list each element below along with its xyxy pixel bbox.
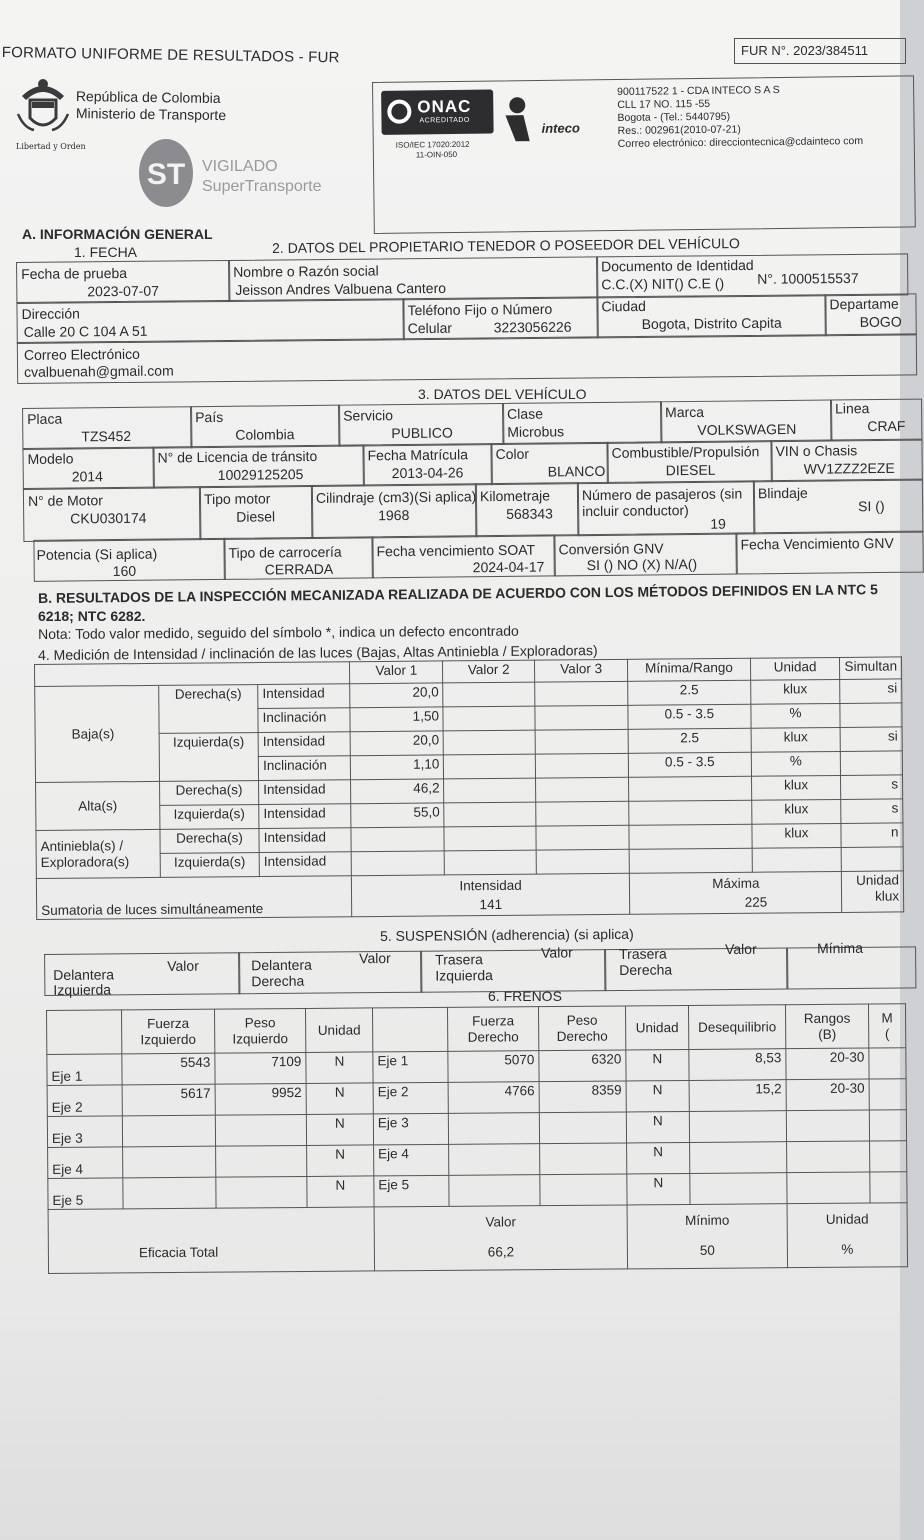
- eficacia-valor: [374, 1205, 627, 1271]
- blindaje-value: SI (): [858, 497, 885, 515]
- baja-izquierda: Izquierda(s): [159, 733, 259, 782]
- luz-unidad: klux: [751, 799, 841, 824]
- h-m-2: (: [884, 1025, 890, 1041]
- alta-derecha: Derecha(s): [159, 781, 259, 806]
- luz-simultanea: [840, 703, 902, 728]
- frenos-title: 6. FRENOS: [488, 988, 562, 1004]
- maxima-label: Máxima: [712, 875, 760, 892]
- luces-h-unidad: Unidad: [750, 657, 840, 680]
- color-cell: [490, 442, 608, 485]
- carroceria-value: CERRADA: [264, 560, 334, 578]
- grupo-antiniebla: [36, 829, 160, 878]
- fecha-prueba-cell: [16, 260, 230, 304]
- fur-number-box: [734, 38, 906, 64]
- susp-del-izq: [44, 952, 240, 996]
- carroceria-label: Tipo de carrocería: [228, 543, 342, 561]
- luz-medida: Intensidad: [258, 684, 350, 709]
- carroceria-cell: [223, 536, 373, 580]
- luz-medida: Intensidad: [259, 852, 351, 877]
- combustible-value: DIESEL: [665, 461, 716, 479]
- nombre-cell: [228, 256, 598, 302]
- luces-h-valor1: Valor 1: [350, 661, 444, 684]
- cda-line-4: Res.: 002961(2010-07-21): [617, 123, 741, 138]
- suspension-block: [44, 938, 914, 996]
- marca-value: VOLKSWAGEN: [697, 420, 797, 438]
- luz-valor1: 55,0: [351, 803, 445, 828]
- servicio-value: PUBLICO: [391, 424, 453, 442]
- h-fuerza-izq-1: Fuerza: [147, 1015, 190, 1031]
- luz-minima: [629, 800, 751, 825]
- luz-minima: 2.5: [628, 728, 750, 753]
- h-fuerza-izq-2: Izquierdo: [140, 1031, 197, 1047]
- pais-label: País: [195, 408, 224, 426]
- luz-simultanea: [841, 751, 903, 776]
- kilometraje-cell: [475, 482, 580, 537]
- fuerza-der: 4766: [448, 1082, 539, 1114]
- eje-label: Eje 4: [48, 1147, 123, 1179]
- h-peso-der-2: Derecho: [556, 1028, 608, 1044]
- luces-h-minima: Mínima/Rango: [628, 658, 750, 681]
- section-a-title: A. INFORMACIÓN GENERAL: [22, 226, 213, 242]
- suspension-title: 5. SUSPENSIÓN (adherencia) (si aplica): [380, 925, 634, 944]
- gov-line-2: Ministerio de Transporte: [75, 105, 227, 124]
- marca-cell: [660, 400, 832, 444]
- eje-label: Eje 5: [48, 1178, 123, 1210]
- luz-valor1: 1,50: [350, 707, 444, 732]
- soat-cell: [371, 534, 555, 578]
- modelo-cell: [22, 447, 154, 490]
- unidad-izq: N: [306, 1083, 373, 1115]
- h-rangos: [785, 1004, 868, 1049]
- linea-value: CRAF: [867, 417, 906, 435]
- luces-h-valor2: Valor 2: [443, 660, 535, 683]
- matricula-value: 2013-04-26: [391, 464, 464, 482]
- sumatoria-intensidad: [351, 873, 630, 916]
- direccion-cell: [16, 298, 404, 344]
- documento-tipo: C.C.(X) NIT() C.E (): [601, 275, 725, 293]
- h-m: [868, 1004, 905, 1048]
- section-b-title-line1: B. RESULTADOS DE LA INSPECCIÓN MECANIZADA REALIZADA DE ACUERDO CON LOS MÉTODOS DEFINIDOS EN LA NTC 5: [38, 581, 878, 606]
- susp-minima: [786, 939, 916, 989]
- departamento-cell: [824, 293, 916, 336]
- gnv-cell: [553, 533, 737, 577]
- placa-label: Placa: [27, 410, 63, 427]
- cda-line-1: 900117522 1 - CDA INTECO S A S: [617, 84, 780, 99]
- onac-name: ONAC: [417, 96, 472, 117]
- clase-cell: [502, 401, 662, 445]
- motor-label: N° de Motor: [27, 492, 103, 509]
- rango: 20-30: [786, 1048, 869, 1080]
- motto: Libertad y Orden: [16, 142, 86, 151]
- unidad-der: N: [626, 1049, 689, 1080]
- luz-medida: Inclinación: [258, 756, 350, 781]
- modelo-label: Modelo: [27, 450, 74, 467]
- tipo-motor-value: Diesel: [236, 508, 276, 525]
- eje-label: Eje 1: [47, 1054, 122, 1086]
- iso-line-2: 11-OIN-050: [415, 149, 458, 160]
- maxima-value: 225: [744, 894, 768, 910]
- eficacia-valor-value: 66,2: [487, 1244, 515, 1260]
- grupo-antiniebla-1: Antiniebla(s) /: [40, 837, 124, 854]
- grupo-baja: Baja(s): [35, 685, 160, 782]
- documento-numero: N°. 1000515537: [757, 269, 859, 287]
- luz-unidad: klux: [751, 727, 841, 752]
- susp-tra-izq: [420, 944, 606, 993]
- licencia-label: N° de Licencia de tránsito: [157, 447, 318, 466]
- luz-minima: 0.5 - 3.5: [629, 752, 751, 777]
- soat-value: 2024-04-17: [472, 558, 545, 576]
- unidad-der: N: [626, 1111, 689, 1142]
- unidad-izq: N: [307, 1176, 374, 1208]
- luces-h-valor3: Valor 3: [534, 659, 628, 682]
- eficacia-unidad: [787, 1203, 907, 1268]
- section-a-sub1: 1. FECHA: [74, 244, 138, 260]
- alta-izquierda: Izquierda(s): [159, 805, 259, 830]
- susp-del-der-label-2: Derecha: [251, 972, 305, 990]
- luz-valor1: 1,10: [350, 755, 444, 780]
- onac-sub: ACREDITADO: [419, 116, 470, 125]
- potencia-label: Potencia (Si aplica): [36, 545, 158, 563]
- marca-label: Marca: [665, 403, 705, 421]
- susp-tra-izq-label-1: Trasera: [435, 951, 483, 968]
- correo-cell: [17, 333, 917, 384]
- eje-label-2: Eje 4: [374, 1144, 449, 1176]
- cda-line-2: CLL 17 NO. 115 -55: [617, 97, 711, 112]
- luces-table: [34, 656, 904, 920]
- grupo-antiniebla-2: Exploradora(s): [40, 853, 130, 870]
- motor-cell: [23, 486, 202, 542]
- peso-der: 6320: [539, 1050, 626, 1082]
- telefono-cell: [402, 296, 598, 340]
- h-desequilibrio: Desequilibrio: [688, 1005, 785, 1050]
- luz-valor1: 20,0: [350, 683, 444, 708]
- susp-tra-izq-label-2: Izquierda: [435, 967, 493, 984]
- cda-line-5: Correo electrónico: direcciontecnica@cdainteco com: [617, 135, 864, 151]
- nombre-label: Nombre o Razón social: [233, 262, 379, 280]
- gnv-value: SI () NO (X) N/A(): [586, 555, 698, 574]
- susp-valor-label: Valor: [167, 957, 199, 974]
- intensidad-label: Intensidad: [459, 877, 522, 894]
- modelo-value: 2014: [71, 468, 104, 485]
- eje-label: Eje 3: [47, 1116, 122, 1148]
- supertransporte-label: SuperTransporte: [202, 178, 322, 195]
- susp-minima-label: Mínima: [816, 939, 864, 957]
- clase-value: Microbus: [507, 423, 565, 440]
- vehiculo-title: 3. DATOS DEL VEHÍCULO: [418, 386, 587, 402]
- departamento-value: BOGO: [859, 313, 902, 330]
- vin-label: VIN o Chasis: [775, 442, 858, 460]
- fecha-prueba-value: 2023-07-07: [87, 282, 160, 300]
- ciudad-cell: [596, 294, 826, 338]
- h-fuerza-izq: [122, 1009, 215, 1054]
- eje-label-2: Eje 5: [374, 1175, 449, 1207]
- fuerza-izq: 5617: [122, 1084, 215, 1116]
- sumatoria-label: Sumatoria de luces simultáneamente: [36, 876, 351, 920]
- unidad-izq: N: [306, 1114, 373, 1146]
- antiniebla-derecha: Derecha(s): [160, 829, 260, 854]
- gov-line-1: República de Colombia: [75, 88, 221, 107]
- onac-badge: [381, 90, 494, 135]
- h-rangos-2: (B): [818, 1026, 837, 1042]
- peso-izq: 7109: [215, 1052, 306, 1084]
- colombia-coat-of-arms-icon: [14, 74, 72, 144]
- ciudad-value: Bogota, Distrito Capita: [641, 314, 782, 332]
- luz-simultanea: s: [841, 799, 903, 824]
- fuerza-izq: 5543: [122, 1053, 215, 1085]
- eje-label-2: Eje 1: [373, 1051, 448, 1083]
- ciudad-label: Ciudad: [601, 297, 646, 315]
- cda-line-3: Bogota - (Tel.: 5440795): [617, 110, 731, 125]
- peso-der: 8359: [539, 1081, 626, 1113]
- susp-valor-label: Valor: [541, 944, 573, 961]
- eficacia-minimo: [627, 1204, 787, 1269]
- fuerza-der: 5070: [448, 1051, 539, 1083]
- pais-value: Colombia: [235, 426, 295, 443]
- nombre-value: Jeisson Andres Valbuena Cantero: [235, 279, 447, 298]
- luz-unidad: %: [751, 751, 841, 776]
- h-fuerza-der-2: Derecho: [467, 1028, 519, 1045]
- eficacia-minimo-label: Mínimo: [684, 1212, 730, 1228]
- supertransporte-logo-icon: [138, 138, 194, 208]
- pais-cell: [190, 405, 340, 449]
- eficacia-label: Eficacia Total: [48, 1207, 374, 1274]
- h-unidad: Unidad: [305, 1008, 372, 1053]
- direccion-label: Dirección: [21, 305, 80, 322]
- cda-header-box: [372, 75, 916, 234]
- motor-value: CKU030174: [70, 509, 147, 527]
- documento-cell: [596, 253, 908, 298]
- desequilibrio: 8,53: [689, 1049, 786, 1081]
- unidad-izq: N: [307, 1145, 374, 1177]
- sumatoria-maxima: [630, 871, 843, 914]
- color-value: BLANCO: [547, 462, 606, 480]
- susp-tra-der-label-1: Trasera: [619, 945, 667, 962]
- unidad-der: N: [626, 1080, 689, 1111]
- susp-valor-label: Valor: [724, 940, 757, 958]
- susp-tra-der-label-2: Derecha: [619, 961, 673, 978]
- section-b-title-line2: 6218; NTC 6282.: [38, 608, 146, 624]
- color-label: Color: [495, 445, 530, 463]
- licencia-value: 10029125205: [217, 466, 304, 483]
- luz-minima: [629, 776, 751, 801]
- luz-minima: 0.5 - 3.5: [628, 704, 750, 729]
- eje-label-2: Eje 2: [373, 1082, 448, 1114]
- kilometraje-value: 568343: [506, 505, 553, 522]
- blindaje-cell: [753, 479, 924, 535]
- eficacia-unidad-value: %: [841, 1241, 854, 1257]
- svg-text:ST: ST: [146, 158, 186, 191]
- potencia-value: 160: [112, 562, 137, 580]
- luz-simultanea: n: [841, 823, 903, 848]
- susp-valor-label: Valor: [359, 949, 391, 967]
- gnv-label: Conversión GNV: [558, 540, 664, 558]
- susp-del-izq-label-1: Delantera: [53, 966, 115, 983]
- luces-title: 4. Medición de Intensidad / inclinación de las luces (Bajas, Altas Antiniebla / Exploradoras): [38, 642, 598, 663]
- eje-label: Eje 2: [47, 1085, 122, 1117]
- luz-unidad: klux: [751, 775, 841, 800]
- unidad-der: N: [627, 1142, 690, 1173]
- eficacia-valor-label: Valor: [485, 1214, 516, 1230]
- servicio-label: Servicio: [343, 407, 394, 424]
- h-unidad-2: Unidad: [625, 1005, 688, 1049]
- luz-medida: Intensidad: [259, 780, 351, 805]
- luz-medida: Inclinación: [258, 708, 350, 733]
- onac-logo-icon: [387, 100, 411, 124]
- luz-simultanea: si: [841, 727, 903, 752]
- baja-derecha: Derecha(s): [158, 685, 258, 734]
- clase-label: Clase: [507, 405, 544, 422]
- placa-cell: [22, 406, 192, 450]
- frenos-table: [46, 1003, 908, 1274]
- telefono-label: Teléfono Fijo o Número: [407, 300, 553, 319]
- luz-simultanea: si: [840, 679, 902, 704]
- correo-value: cvalbuenah@gmail.com: [24, 362, 174, 380]
- luz-medida: Intensidad: [258, 732, 350, 757]
- soat-label: Fecha vencimiento SOAT: [376, 541, 536, 560]
- pasajeros-label-1: Número de pasajeros (sin: [581, 485, 743, 504]
- h-m-1: M: [881, 1009, 893, 1025]
- susp-tra-der: [604, 940, 788, 992]
- tipo-motor-cell: [199, 485, 314, 540]
- matricula-cell: [362, 443, 492, 486]
- celular-value: 3223056226: [493, 318, 572, 336]
- susp-del-der: [238, 951, 422, 995]
- page-bottom-shading: [0, 1290, 900, 1540]
- eficacia-minimo-value: 50: [699, 1242, 715, 1258]
- direccion-value: Calle 20 C 104 A 51: [23, 322, 148, 340]
- susp-del-der-label-1: Delantera: [251, 956, 312, 974]
- luz-medida: Intensidad: [259, 804, 351, 829]
- matricula-label: Fecha Matrícula: [367, 446, 469, 464]
- vigilado-label: VIGILADO: [202, 158, 278, 175]
- celular-label: Celular: [407, 319, 453, 337]
- owner-block: [16, 249, 917, 388]
- cilindraje-label: Cilindraje (cm3)(Si aplica): [315, 488, 477, 506]
- document-title: FORMATO UNIFORME DE RESULTADOS - FUR: [1, 44, 340, 67]
- sumatoria-unidad: [842, 871, 904, 913]
- iso-line-1: ISO/IEC 17020:2012: [395, 139, 470, 150]
- h-rangos-1: Rangos: [803, 1010, 851, 1026]
- h-peso-der: [538, 1006, 625, 1051]
- inteco-name: inteco: [541, 120, 580, 136]
- documento-label: Documento de Identidad: [601, 256, 754, 275]
- correo-label: Correo Electrónico: [23, 345, 140, 363]
- luz-minima: 2.5: [628, 680, 750, 705]
- pasajeros-cell: [577, 480, 756, 536]
- h-peso-izq: [214, 1008, 305, 1053]
- section-a-sub2: 2. DATOS DEL PROPIETARIO TENEDOR O POSEEDOR DEL VEHÍCULO: [272, 235, 740, 256]
- cilindraje-value: 1968: [378, 506, 410, 524]
- desequilibrio: 15,2: [689, 1080, 786, 1112]
- blindaje-label: Blindaje: [757, 484, 808, 502]
- linea-label: Linea: [835, 400, 870, 417]
- departamento-label: Departame: [829, 295, 899, 313]
- sumatoria-unidad-value: klux: [874, 888, 900, 904]
- eficacia-unidad-label: Unidad: [825, 1211, 869, 1227]
- gnv-vencimiento-label: Fecha Vencimiento GNV: [740, 534, 894, 553]
- cilindraje-cell: [311, 483, 478, 539]
- fur-number: FUR N°. 2023/384511: [741, 43, 869, 58]
- luz-valor1: 46,2: [351, 779, 445, 804]
- luz-medida: Intensidad: [259, 828, 351, 853]
- eje-label-2: Eje 3: [373, 1113, 448, 1145]
- placa-value: TZS452: [81, 427, 132, 445]
- section-b-nota: Nota: Todo valor medido, seguido del símbolo *, indica un defecto encontrado: [38, 622, 519, 642]
- h-fuerza-der: [447, 1007, 538, 1052]
- susp-del-izq-label-2: Izquierda: [53, 981, 112, 998]
- potencia-cell: [33, 538, 225, 582]
- pasajeros-value: 19: [710, 515, 726, 532]
- rango: 20-30: [786, 1079, 869, 1111]
- luces-h-simultan: Simultan: [840, 657, 902, 680]
- linea-cell: [830, 399, 922, 442]
- h-fuerza-der-1: Fuerza: [472, 1012, 515, 1029]
- h-peso-izq-1: Peso: [244, 1014, 276, 1030]
- intensidad-value: 141: [479, 896, 503, 913]
- unidad-izq: N: [306, 1052, 373, 1084]
- cda-info: [617, 83, 863, 151]
- luz-unidad: klux: [751, 823, 841, 848]
- pasajeros-label-2: incluir conductor): [582, 502, 689, 520]
- luz-simultanea: s: [841, 775, 903, 800]
- luz-valor1: 20,0: [350, 731, 444, 756]
- luz-unidad: klux: [750, 679, 840, 704]
- combustible-label: Combustible/Propulsión: [611, 443, 760, 461]
- tipo-motor-label: Tipo motor: [203, 490, 271, 508]
- grupo-alta: Alta(s): [36, 781, 160, 830]
- combustible-cell: [606, 440, 772, 484]
- peso-izq: 9952: [215, 1083, 306, 1115]
- luz-unidad: %: [750, 703, 840, 728]
- vehicle-block: [22, 395, 924, 586]
- licencia-cell: [152, 444, 364, 488]
- unidad-der: N: [627, 1173, 690, 1204]
- antiniebla-izquierda: Izquierda(s): [160, 853, 260, 878]
- gnv-vencimiento-cell: [735, 531, 923, 575]
- servicio-cell: [338, 403, 504, 447]
- vin-cell: [770, 439, 922, 483]
- h-peso-izq-2: Izquierdo: [232, 1030, 289, 1047]
- sumatoria-unidad-label: Unidad: [856, 872, 899, 888]
- fecha-prueba-label: Fecha de prueba: [21, 264, 128, 282]
- vin-value: WV1ZZZ2EZE: [803, 459, 895, 477]
- kilometraje-label: Kilometraje: [479, 487, 551, 505]
- h-peso-der-1: Peso: [566, 1012, 598, 1028]
